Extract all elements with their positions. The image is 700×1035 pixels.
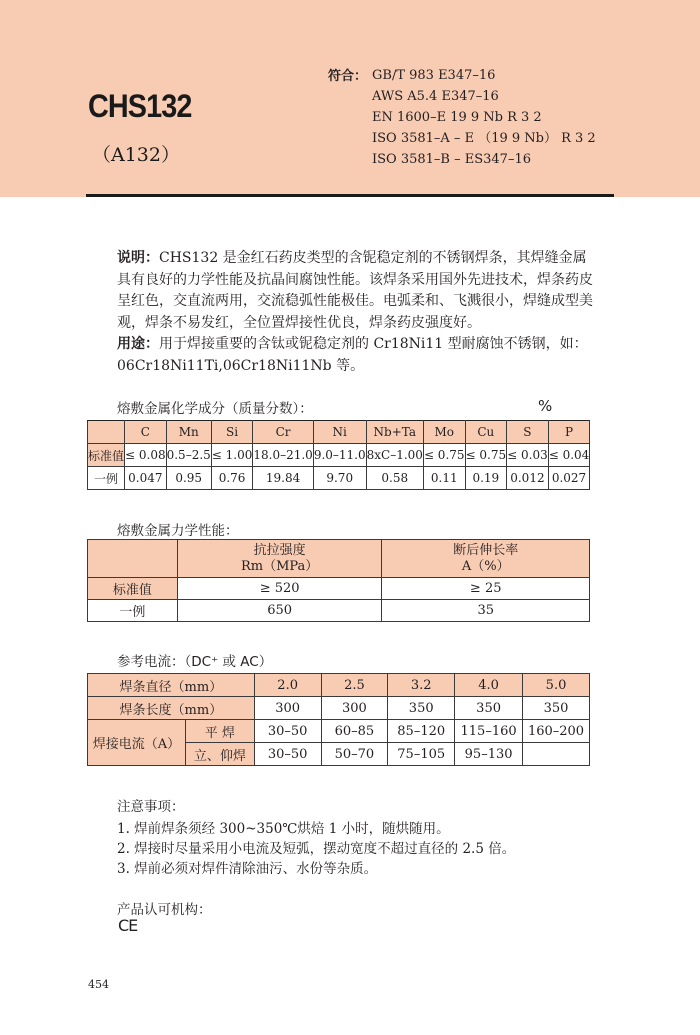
mechanical-header-row (88, 540, 590, 578)
table-cell: 0.047 (125, 467, 167, 490)
table-cell: 650 (177, 600, 382, 622)
chemical-table (87, 420, 590, 490)
row-label: 一例 (88, 600, 178, 622)
table-row (88, 444, 590, 467)
current-title: 参考电流：（DC⁺ 或 AC） (117, 654, 273, 670)
table-cell: 115–160 (455, 720, 523, 743)
table-cell: ≤ 0.03 (507, 444, 549, 467)
chemical-title: 熔敷金属化学成分（质量分数）： (117, 401, 313, 417)
table-cell: 300 (321, 697, 388, 720)
column-header-tensile (177, 540, 382, 578)
column-header-elongation (382, 540, 590, 578)
flat-label: 平 焊 (185, 720, 254, 743)
length-row (88, 697, 590, 720)
column-header: Mo (423, 421, 465, 444)
column-header: Nb+Ta (366, 421, 423, 444)
table-cell: 9.70 (313, 467, 366, 490)
column-header: Ni (313, 421, 366, 444)
standard-item: ISO 3581–A – E （19 9 Nb） R 3 2 (372, 131, 596, 146)
table-cell: 9.0–11.0 (313, 444, 366, 467)
notes-block (117, 797, 515, 879)
ce-mark-icon: CE (118, 916, 138, 935)
table-cell (523, 743, 590, 766)
table-cell: 18.0–21.0 (253, 444, 313, 467)
row-label: 标准值 (88, 578, 178, 600)
table-cell: 95–130 (455, 743, 523, 766)
column-header: Si (211, 421, 253, 444)
standard-item: GB/T 983 E347–16 (372, 68, 496, 83)
note-item: 1. 焊前焊条须经 300~350℃烘焙 1 小时，随烘随用。 (117, 821, 450, 837)
table-cell: 0.5–2.5 (166, 444, 211, 467)
table-cell: 0.012 (507, 467, 549, 490)
usage-text: 用于焊接重要的含钛或铌稳定剂的 Cr18Ni11 型耐腐蚀不锈钢，如：06Cr18Ni11Ti,06Cr18Ni11Nb 等。 (117, 336, 588, 374)
table-cell: 19.84 (253, 467, 313, 490)
usage-paragraph (117, 334, 595, 377)
table-cell: 3.2 (388, 674, 455, 697)
tensile-label: 抗拉强度 (253, 542, 306, 558)
standards-list (372, 65, 596, 170)
table-cell: ≤ 0.75 (423, 444, 465, 467)
elongation-unit: A（%） (461, 558, 510, 574)
page-number: 454 (88, 978, 109, 991)
description-text: CHS132 是金红石药皮类型的含铌稳定剂的不锈钢焊条，其焊缝金属具有良好的力学性能及抗晶间腐蚀性能。该焊条采用国外先进技术，焊条药皮呈红色，交直流两用，交流稳弧性能极佳。电弧柔和、飞溅很小，焊缝成型美观，焊条不易发红，全位置焊接性优良，焊条药皮强度好。 (117, 250, 593, 331)
table-cell: ≤ 0.04 (548, 444, 590, 467)
standards-label: 符合： (328, 69, 368, 84)
product-model: CHS132 (88, 88, 192, 124)
tensile-unit: Rm（MPa） (240, 558, 319, 574)
mechanical-title: 熔敷金属力学性能： (117, 523, 239, 539)
flat-row (88, 720, 590, 743)
table-cell: 0.027 (548, 467, 590, 490)
table-cell: 8xC–1.00 (366, 444, 423, 467)
table-cell: 2.0 (254, 674, 321, 697)
column-header: Cr (253, 421, 313, 444)
certification-title: 产品认可机构： (117, 902, 212, 918)
standard-item: EN 1600–E 19 9 Nb R 3 2 (372, 110, 542, 125)
table-cell: 4.0 (455, 674, 523, 697)
row-label: 标准值 (88, 444, 125, 467)
table-cell: 0.58 (366, 467, 423, 490)
standard-item: AWS A5.4 E347–16 (372, 89, 499, 104)
table-cell: 35 (382, 600, 590, 622)
description-paragraph (117, 248, 595, 334)
column-header: C (125, 421, 167, 444)
mechanical-table (87, 539, 590, 622)
table-cell: 60–85 (321, 720, 388, 743)
column-header: Cu (465, 421, 507, 444)
table-cell: ≤ 1.00 (211, 444, 253, 467)
description-label: 说明： (117, 250, 159, 266)
column-header: S (507, 421, 549, 444)
notes-title: 注意事项： (117, 799, 185, 815)
row-label: 一例 (88, 467, 125, 490)
table-cell: 5.0 (523, 674, 590, 697)
vertical-label: 立、仰焊 (185, 743, 254, 766)
standard-item: ISO 3581–B – ES347–16 (372, 152, 531, 167)
table-cell: 50–70 (321, 743, 388, 766)
table-row (88, 467, 590, 490)
table-cell: 0.95 (166, 467, 211, 490)
diameter-row (88, 674, 590, 697)
current-label: 焊接电流（A） (88, 720, 186, 766)
corner-cell (88, 540, 178, 578)
diameter-label: 焊条直径（mm） (88, 674, 255, 697)
current-table (87, 673, 590, 766)
table-cell: ≥ 520 (177, 578, 382, 600)
table-cell: 160–200 (523, 720, 590, 743)
corner-cell (88, 421, 125, 444)
column-header: P (548, 421, 590, 444)
table-cell: 75–105 (388, 743, 455, 766)
table-cell: 350 (455, 697, 523, 720)
table-cell: 30–50 (254, 720, 321, 743)
table-cell: 0.76 (211, 467, 253, 490)
table-cell: 0.11 (423, 467, 465, 490)
table-cell: 0.19 (465, 467, 507, 490)
header-rule (86, 194, 614, 197)
usage-label: 用途： (117, 336, 159, 352)
elongation-label: 断后伸长率 (453, 542, 519, 558)
table-cell: 85–120 (388, 720, 455, 743)
chemical-header-row (88, 421, 590, 444)
note-item: 2. 焊接时尽量采用小电流及短弧，摆动宽度不超过直径的 2.5 倍。 (117, 841, 516, 857)
column-header: Mn (166, 421, 211, 444)
table-cell: 2.5 (321, 674, 388, 697)
table-cell: 30–50 (254, 743, 321, 766)
product-alias: （A132） (92, 144, 180, 166)
table-row (88, 578, 590, 600)
percent-unit: % (538, 397, 553, 415)
description-block (117, 248, 595, 377)
table-cell: ≤ 0.75 (465, 444, 507, 467)
table-cell: ≥ 25 (382, 578, 590, 600)
table-cell: 350 (388, 697, 455, 720)
table-cell: 300 (254, 697, 321, 720)
note-item: 3. 焊前必须对焊件清除油污、水份等杂质。 (117, 861, 378, 877)
table-cell: 350 (523, 697, 590, 720)
length-label: 焊条长度（mm） (88, 697, 255, 720)
table-row (88, 600, 590, 622)
table-cell: ≤ 0.08 (125, 444, 167, 467)
